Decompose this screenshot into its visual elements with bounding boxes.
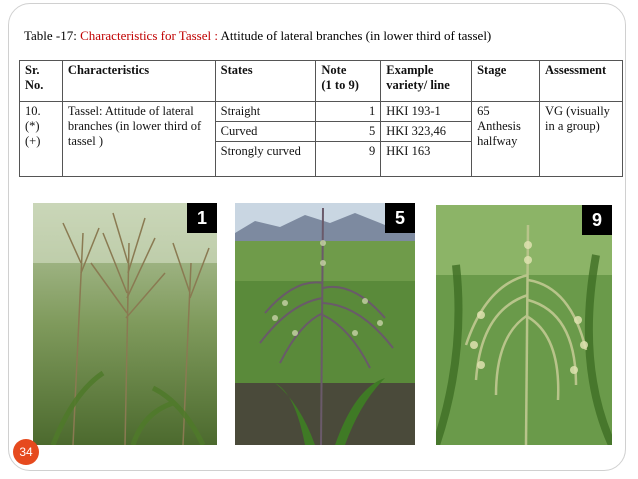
note-badge: 5 <box>385 203 415 233</box>
cell-note: 5 <box>316 122 381 142</box>
cell-srno <box>20 102 63 177</box>
table-header-row <box>20 61 623 102</box>
header-note <box>316 61 381 102</box>
cell-example: HKI 323,46 <box>381 122 472 142</box>
cell-state: Strongly curved <box>215 142 316 177</box>
cell-characteristic: Tassel: Attitude of lateral branches (in lower third of tassel ) <box>62 102 215 177</box>
srno-mark-asterisk: (*) <box>25 119 40 133</box>
header-example: Example variety/ line <box>381 61 472 102</box>
header-srno: Sr. No. <box>20 61 63 102</box>
header-note-line2: (1 to 9) <box>321 78 359 92</box>
tassel-photo-straight-image <box>33 203 217 445</box>
header-note-line1: Note <box>321 63 347 77</box>
stage-code: 65 <box>477 104 490 118</box>
cell-note: 1 <box>316 102 381 122</box>
note-badge: 9 <box>582 205 612 235</box>
cell-example: HKI 193-1 <box>381 102 472 122</box>
tassel-photo-curved-image <box>235 203 415 445</box>
tassel-photo-strongly-curved-image <box>436 205 612 445</box>
cell-assessment: VG (visually in a group) <box>540 102 623 177</box>
caption-rest: Attitude of lateral branches (in lower third of tassel) <box>220 28 492 43</box>
characteristics-table <box>19 60 623 177</box>
caption-highlight: Characteristics for Tassel : <box>80 28 221 43</box>
srno-mark-plus: (+) <box>25 134 41 148</box>
stage-text: Anthesis halfway <box>477 119 521 148</box>
page-number-badge: 34 <box>13 439 39 465</box>
header-states: States <box>215 61 316 102</box>
cell-state: Curved <box>215 122 316 142</box>
srno-number: 10. <box>25 104 41 118</box>
note-badge: 1 <box>187 203 217 233</box>
caption-prefix: Table -17: <box>24 28 81 43</box>
header-characteristics: Characteristics <box>62 61 215 102</box>
header-stage: Stage <box>472 61 540 102</box>
cell-example: HKI 163 <box>381 142 472 177</box>
tassel-photo-straight <box>33 203 217 445</box>
tassel-photo-curved <box>235 203 415 445</box>
table-row <box>20 102 623 122</box>
tassel-photo-strongly-curved <box>436 205 612 445</box>
header-assessment: Assessment <box>540 61 623 102</box>
table-caption <box>24 28 491 44</box>
cell-state: Straight <box>215 102 316 122</box>
cell-stage <box>472 102 540 177</box>
cell-note: 9 <box>316 142 381 177</box>
